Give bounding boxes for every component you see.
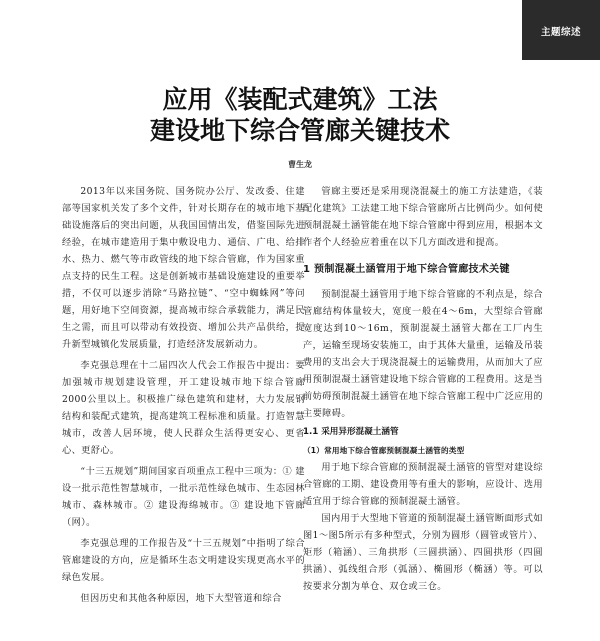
paragraph: 李克强总理的工作报告及“十三五规划”中指明了综合管廊建设的方向，应是循环生态文明建设实现更高水平的绿色发展。 <box>62 538 305 583</box>
subsection-heading: 1.1 采用异形混凝土涵管 <box>303 427 399 437</box>
title-line-2: 建设地下综合管廊关键技术 <box>149 116 450 145</box>
paragraph: 2013年以来国务院、国务院办公厅、发改委、住建部等国家机关发了多个文件，针对长期存在的城市地下基础设施落后的突出问题，从我国国情出发，借鉴国际先进经验，在城市建造用于集中敷设电力、通信、广电、给排水、热力、燃气等市政管线的地下综合管廊，作为国家重点支持的民生工程。这是创新城市基础设施建设的重要举措，不仅可以逐步消除“马路拉链”、“空中蜘蛛网”等问题，用好地下空间资源，提高城市综合承载能力，满足民生之需，而且可以带动有效投资、增加公共产品供给，提升新型城镇化发展质量，打造经济发展新动力。 <box>62 186 305 350</box>
paragraph: 管廊主要还是采用现浇混凝土的施工方法建造，《装配化建筑》工法建工地下综合管廊所占比例尚少。如何使预制混凝土涵管能在地下综合管廊中得到应用，根据本文作者个人经验应着重在以下几方面改进和提高。 <box>303 186 543 248</box>
section-tag <box>522 0 600 60</box>
paragraph: 用于地下综合管廊的预制混凝土涵管的管型对建设综合管廊的工期、建设费用等有重大的影响，应设计、选用适宜用于综合管廊的预制混凝土涵管。 <box>303 462 543 507</box>
paragraph: 李克强总理在十二届四次人代会工作报告中提出：要加强城市规划建设管理，开工建设城市地下综合管廊2000公里以上。积极推广绿色建筑和建材，大力发展钢结构和装配式建筑，提高建筑工程标准和质量。打造智慧城市，改善人居环境，使人民群众生活得更安心、更省心、更舒心。 <box>62 360 305 456</box>
author: 曹生龙 <box>288 160 312 169</box>
title-line-1: 应用《装配式建筑》工法 <box>162 85 438 114</box>
left-column <box>62 183 305 607</box>
paragraph: “十三五规划”期间国家百项重点工程中三项为：① 建设一批示范性智慧城市，一批示范性绿色城市、生态园林城市、森林城市。② 建设海绵城市。③ 建设地下管廊（网）。 <box>62 466 305 528</box>
sub-subsection-heading: （1）常用地下综合管廊预制混凝土涵管的类型 <box>303 446 465 455</box>
paragraph: 预制混凝土涵管用于地下综合管廊的不利点是，综合管廊结构体量较大，宽度一般在4～6m，大型综合管廊宽度达到10～16m，预制混凝土涵管大都在工厂内生产，运输至现场安装施工，由于其体大量重，运输及吊装费用的支出会大于现浇混凝土的运输费用，从而加大了应用预制混凝土涵管建设地下综合管廊的工程费用。这是当前妨碍预制混凝土涵管在地下综合管廊工程中广泛应用的主要障碍。 <box>303 289 543 419</box>
section-heading: 1 预制混凝土涵管用于地下综合管廊技术关键 <box>303 264 510 275</box>
paragraph: 但因历史和其他各种原因，地下大型管道和综合 <box>80 593 282 604</box>
right-column <box>303 183 543 595</box>
section-tag-label: 主题综述 <box>540 27 581 38</box>
article-title <box>0 84 600 146</box>
paragraph: 国内用于大型地下管道的预制混凝土涵管断面形式如图1～图5所示有多种型式，分别为圆形（圆管或管片）、矩形（箱涵）、三角拱形（三圆拱涵）、四圆拱形（四圆拱涵）、弧线组合形（弧涵）、椭圆形（椭涵）等。可以按要求分割为单仓、双仓或三仓。 <box>303 513 543 592</box>
